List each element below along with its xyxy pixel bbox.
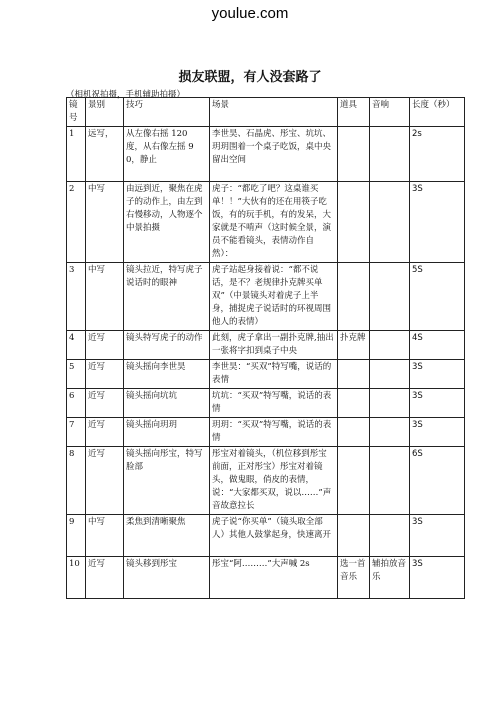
- cell-shot-size: 中写: [86, 182, 124, 263]
- cell-sound: [370, 515, 410, 557]
- cell-props: [338, 418, 370, 447]
- cell-shot-number: 9: [67, 515, 86, 557]
- cell-shot-number: 8: [67, 447, 86, 515]
- cell-scene: 坑坑：“买双”特写嘴，说话的表情: [210, 389, 338, 418]
- col-header-scene: 场景: [210, 98, 338, 127]
- cell-duration: 3S: [410, 418, 465, 447]
- cell-technique: 镜头摇向李世昊: [124, 360, 210, 389]
- cell-shot-number: 7: [67, 418, 86, 447]
- table-row: [67, 360, 465, 389]
- cell-technique: 镜头移到彤宝: [124, 557, 210, 599]
- cell-props: 扑克牌: [338, 331, 370, 360]
- cell-sound: [370, 389, 410, 418]
- col-header-technique: 技巧: [124, 98, 210, 127]
- cell-duration: 3S: [410, 389, 465, 418]
- cell-scene: 此刻，虎子拿出一副扑克牌,抽出一张将字扣到桌子中央: [210, 331, 338, 360]
- cell-shot-number: 1: [67, 127, 86, 182]
- table-row: [67, 389, 465, 418]
- cell-shot-size: 中写: [86, 263, 124, 331]
- document-subtitle: （相机祝拍摄，手机辅助拍摄）: [66, 90, 186, 100]
- cell-shot-number: 4: [67, 331, 86, 360]
- cell-props: [338, 182, 370, 263]
- cell-props: 选一首音乐: [338, 557, 370, 599]
- cell-scene: 彤宝对着镜头，（机位移到彤宝前面，正对彤宝）彤宝对着镜头，做鬼眼，俏皮的表情，说：“大家都买双，说以……”声音故意拉长: [210, 447, 338, 515]
- table-row: [67, 418, 465, 447]
- cell-sound: [370, 127, 410, 182]
- cell-sound: 辅拍放音乐: [370, 557, 410, 599]
- col-header-shot-size: 景别: [86, 98, 124, 127]
- cell-technique: 镜头摇向彤宝，特写脸部: [124, 447, 210, 515]
- cell-sound: [370, 447, 410, 515]
- cell-scene: 虎子站起身接着说：“都不说话，是不？老规律扑克牌买单双”（中景镜头对着虎子上半身，捕捉虎子说话时的环视周围他人的表情）: [210, 263, 338, 331]
- cell-duration: 4S: [410, 331, 465, 360]
- cell-scene: 李世昊、石晶虎、彤宝、坑坑、玥玥围着一个桌子吃饭，桌中央留出空间: [210, 127, 338, 182]
- cell-technique: 由远到近，聚焦在虎子的动作上，由左到右慢移动，人物逐个中景拍摄: [124, 182, 210, 263]
- cell-shot-number: 5: [67, 360, 86, 389]
- cell-shot-number: 6: [67, 389, 86, 418]
- cell-props: [338, 360, 370, 389]
- cell-props: [338, 263, 370, 331]
- cell-technique: 镜头拉近，特写虎子说话时的眼神: [124, 263, 210, 331]
- cell-scene: 虎子：“都吃了吧？这桌谁买单！！”大伙有的还在用筷子吃饭，有的玩手机，有的发呆，大家就是不啃声（这时候全景，演员不能看镜头，表情动作自然）：: [210, 182, 338, 263]
- cell-scene: 虎子说“你买单”（镜头取全部人）其他人鼓掌起身，快速离开: [210, 515, 338, 557]
- cell-sound: [370, 331, 410, 360]
- table-row: [67, 182, 465, 263]
- cell-duration: 6S: [410, 447, 465, 515]
- cell-props: [338, 447, 370, 515]
- table-row: [67, 557, 465, 599]
- cell-scene: 彤宝“阿………”大声喊 2s: [210, 557, 338, 599]
- cell-shot-size: 近写: [86, 418, 124, 447]
- cell-technique: 镜头摇向坑坑: [124, 389, 210, 418]
- cell-duration: 3S: [410, 360, 465, 389]
- storyboard-table: [66, 97, 465, 599]
- cell-sound: [370, 360, 410, 389]
- cell-shot-size: 近写: [86, 557, 124, 599]
- cell-shot-size: 中写: [86, 515, 124, 557]
- cell-duration: 3S: [410, 557, 465, 599]
- table-row: [67, 263, 465, 331]
- cell-shot-size: 近写: [86, 331, 124, 360]
- cell-technique: 镜头摇向玥玥: [124, 418, 210, 447]
- cell-technique: 从左像右摇 120 度，从右像左摇 90，静止: [124, 127, 210, 182]
- cell-shot-size: 近写: [86, 447, 124, 515]
- document-title: 损友联盟，有人没套路了: [178, 70, 322, 85]
- cell-shot-number: 10: [67, 557, 86, 599]
- cell-duration: 3S: [410, 515, 465, 557]
- table-row: [67, 331, 465, 360]
- cell-sound: [370, 263, 410, 331]
- col-header-sound: 音响: [370, 98, 410, 127]
- table-header-row: [67, 98, 465, 127]
- table-row: [67, 127, 465, 182]
- col-header-shot-number: 镜号: [67, 98, 86, 127]
- cell-duration: 5S: [410, 263, 465, 331]
- cell-technique: 柔焦到清晰聚焦: [124, 515, 210, 557]
- cell-props: [338, 389, 370, 418]
- cell-scene: 李世昊：“买双”特写嘴，说话的表情: [210, 360, 338, 389]
- table-row: [67, 447, 465, 515]
- site-watermark: youlue.com: [211, 5, 289, 22]
- cell-duration: 2s: [410, 127, 465, 182]
- cell-duration: 3S: [410, 182, 465, 263]
- col-header-props: 道具: [338, 98, 370, 127]
- table-row: [67, 515, 465, 557]
- cell-shot-size: 远写，: [86, 127, 124, 182]
- cell-scene: 玥玥：“买双”特写嘴，说话的表情: [210, 418, 338, 447]
- col-header-duration: 长度（秒）: [410, 98, 465, 127]
- cell-shot-number: 2: [67, 182, 86, 263]
- cell-props: [338, 515, 370, 557]
- cell-props: [338, 127, 370, 182]
- cell-sound: [370, 418, 410, 447]
- cell-shot-size: 近写: [86, 389, 124, 418]
- cell-shot-number: 3: [67, 263, 86, 331]
- cell-technique: 镜头特写虎子的动作: [124, 331, 210, 360]
- cell-shot-size: 近写: [86, 360, 124, 389]
- cell-sound: [370, 182, 410, 263]
